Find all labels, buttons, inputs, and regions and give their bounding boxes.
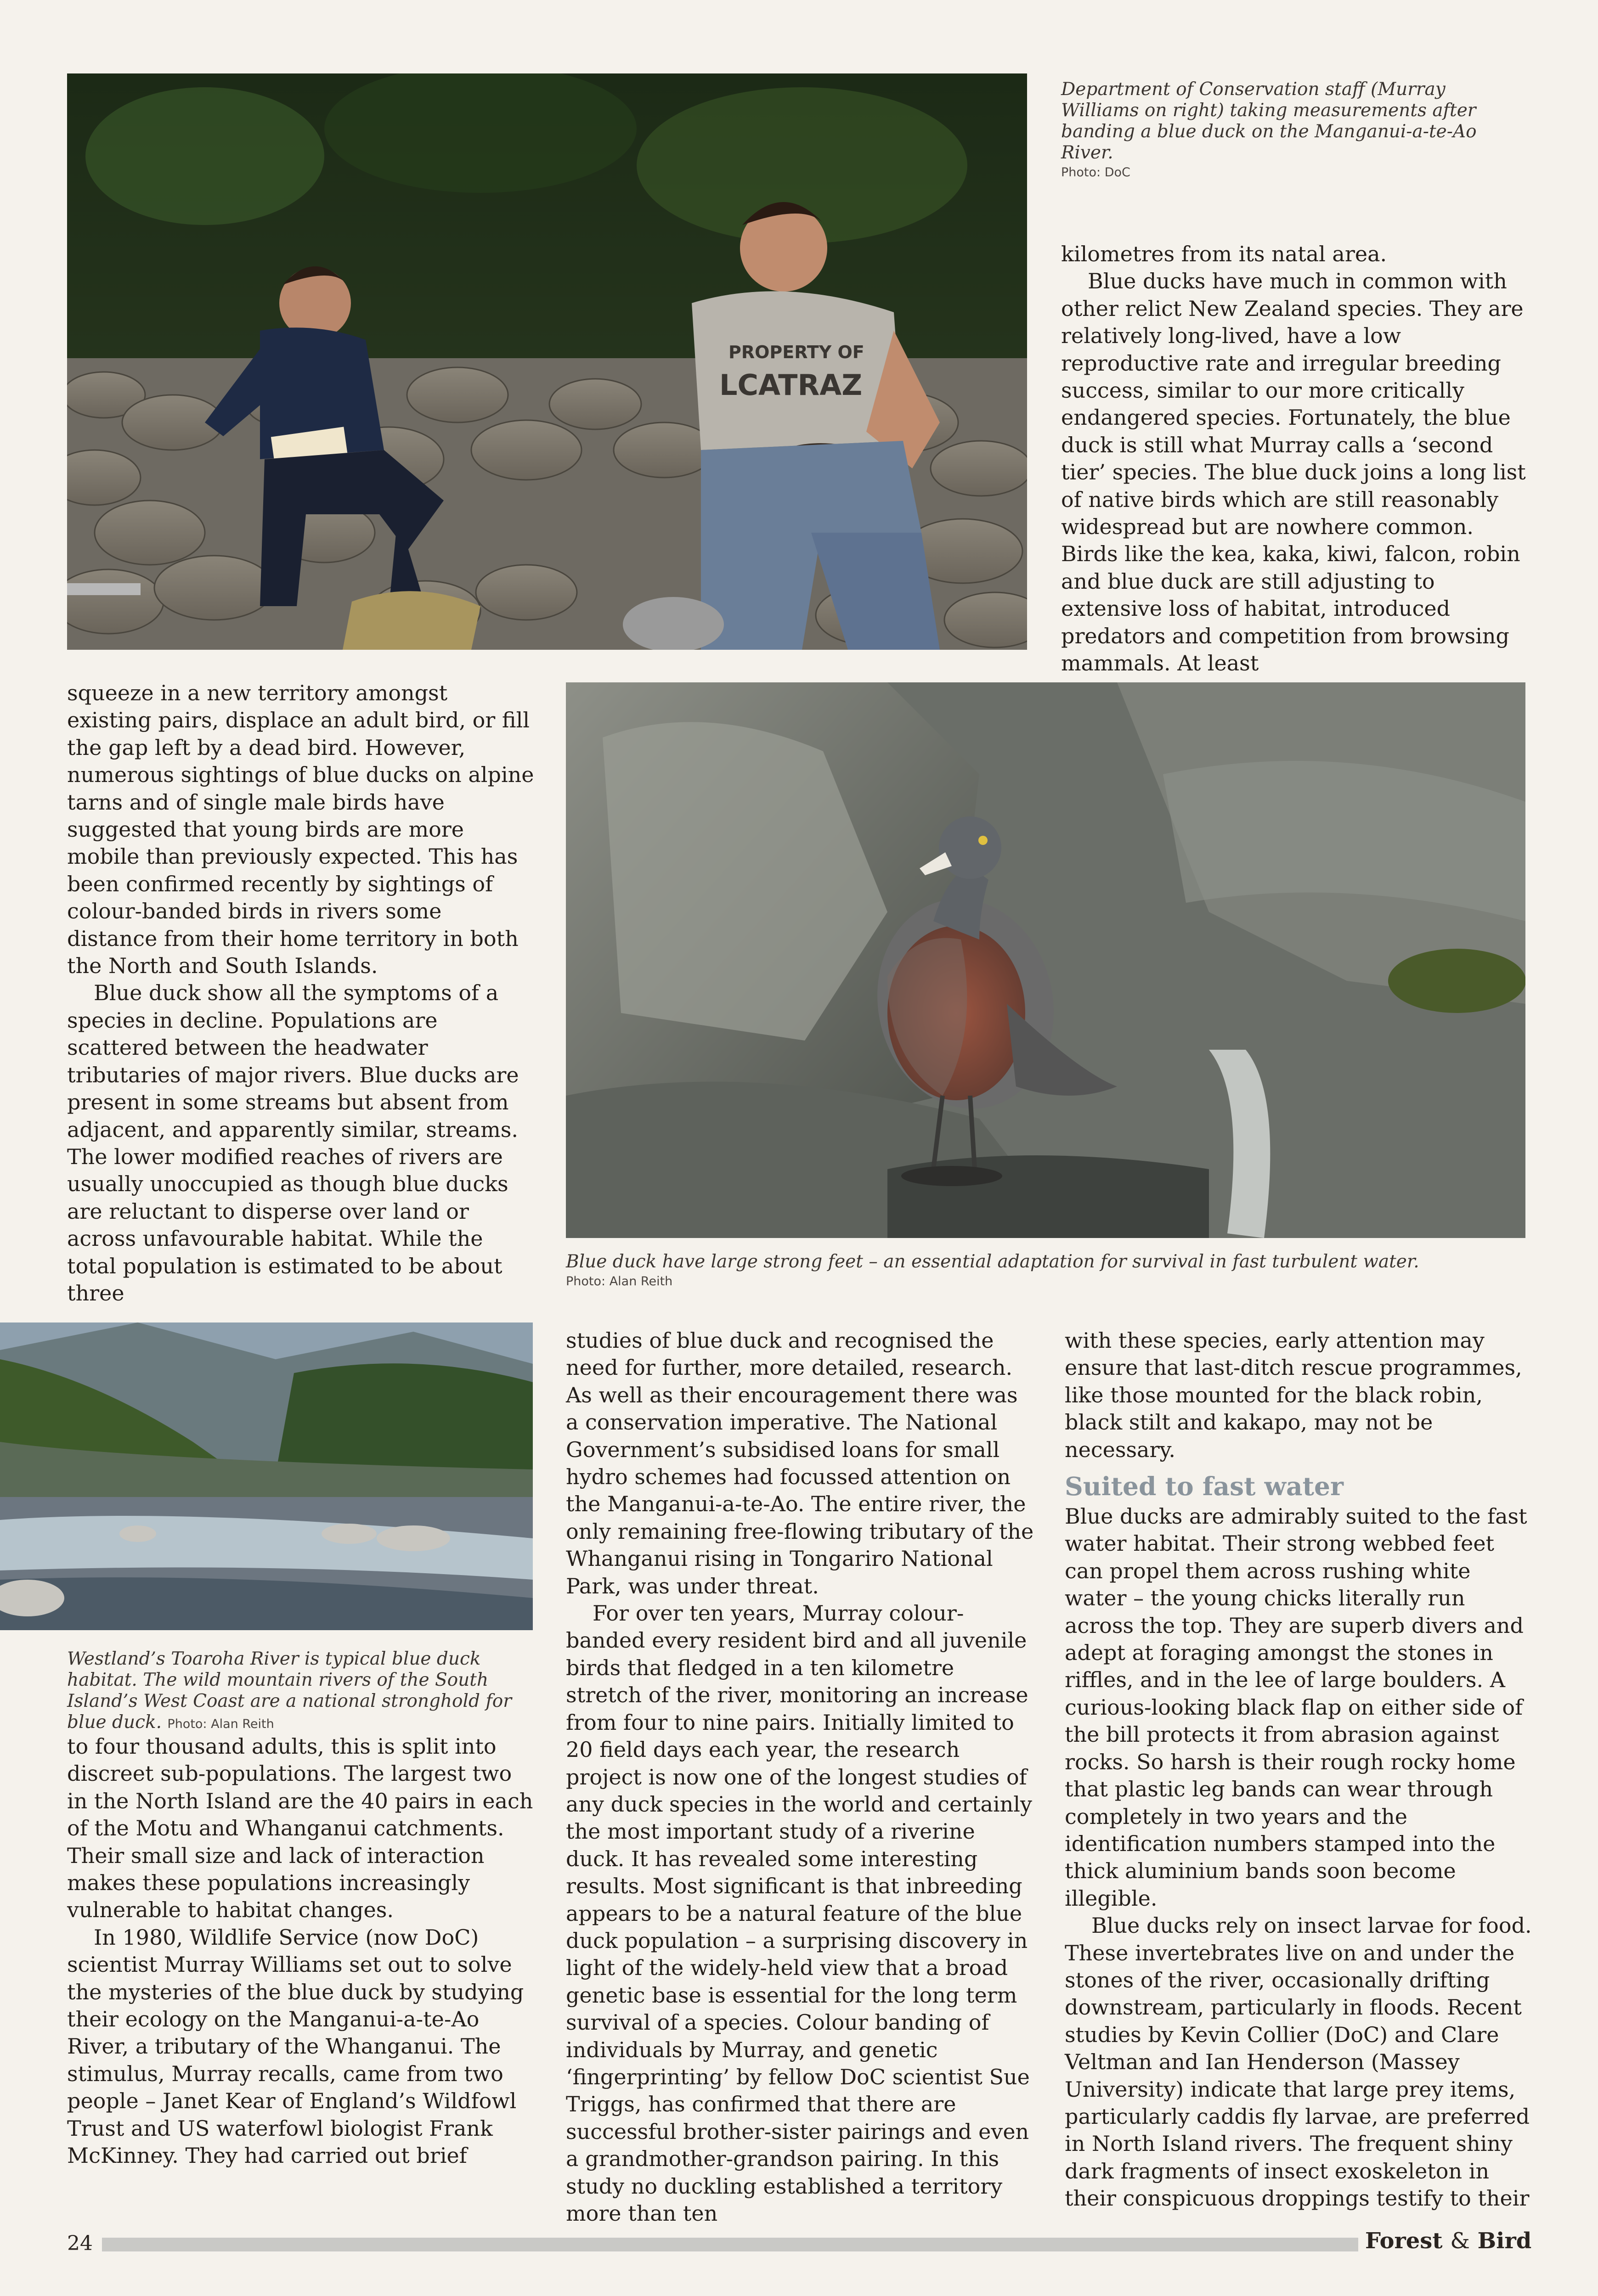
- caption-river-credit: Photo: Alan Reith: [167, 1717, 274, 1731]
- photo-toaroha-river: [0, 1322, 533, 1630]
- brand-part-2: Bird: [1477, 2228, 1532, 2254]
- column-bottom-right: [1065, 1327, 1534, 2212]
- blue-duck-illustration: [566, 682, 1525, 1238]
- caption-river: [67, 1649, 517, 1733]
- paragraph: Blue ducks rely on insect larvae for food. These invertebrates live on and under the stones of the river, occasionally drifting downstream, particularly in floods. Recent studies by Kevin Collier (DoC) and Clare Veltman and Ian Henderson (Massey University) indicate that large prey items, particularly caddis fly larvae, are preferred in North Island rivers. The frequent shiny dark fragments of insect exoskeleton in their conspicuous droppings testify to their: [1065, 1913, 1532, 2211]
- brand-part-1: Forest: [1365, 2228, 1443, 2254]
- paragraph: kilometres from its natal area.: [1061, 242, 1387, 266]
- column-mid-left: [67, 680, 536, 1307]
- section-heading: Suited to fast water: [1065, 1471, 1344, 1502]
- paragraph: studies of blue duck and recognised the need for further, more detailed, research. As well as their encouragement there was a conservation imperative. The National Government’s subsidised loans for small hydro schemes had focussed attention on the Manganui-a-te-Ao. The entire river, the only remaining free-flowing tributary of the Whanganui rising in Tongariro National Park, was under threat.: [566, 1328, 1034, 1598]
- footer-rule: [102, 2238, 1358, 2251]
- paragraph: Blue duck show all the symptoms of a species in decline. Populations are scattered between the headwater tributaries of major rivers. Blue ducks are present in some streams but absent from adjacent, and apparently similar, streams. The lower modified reaches of rivers are usually unoccupied as though blue ducks are reluctant to disperse over land or across unfavourable habitat. While the total population is estimated to be about three: [67, 980, 519, 1306]
- caption-river-text: [67, 1649, 517, 1733]
- caption-duck-text: Blue duck have large strong feet – an essential adaptation for survival in fast turbulent water.: [566, 1251, 1419, 1272]
- column-top-right: [1061, 241, 1530, 677]
- column-bottom-mid: [566, 1327, 1035, 2227]
- shirt-print-1: PROPERTY OF: [728, 342, 864, 362]
- caption-river-body: Westland’s Toaroha River is typical blue duck habitat. The wild mountain rivers of the South Island’s West Coast are a national stronghold for blue duck.: [67, 1649, 512, 1733]
- caption-duck: [566, 1251, 1530, 1291]
- caption-scientists: [1061, 79, 1520, 182]
- river-illustration: [0, 1322, 533, 1630]
- paragraph: Blue ducks are admirably suited to the fast water habitat. Their strong webbed feet can propel them across rushing white water – the young chicks literally run across the top. They are superb divers and adept at foraging amongst the stones in riffles, and in the lee of large boulders. A curious-looking black flap on either side of the bill protects it from abrasion against rocks. So harsh is their rough rocky home that plastic leg bands can wear through completely in two years and the identification numbers stamped into the thick aluminium bands soon become illegible.: [1065, 1504, 1527, 1911]
- paragraph: with these species, early attention may ensure that last-ditch rescue programmes, like those mounted for the black robin, black stilt and kakapo, may not be necessary.: [1065, 1328, 1522, 1462]
- paragraph: squeeze in a new territory amongst existing pairs, displace an adult bird, or fill the gap left by a dead bird. However, numerous sightings of blue ducks on alpine tarns and of single male birds have suggested that young birds are more mobile than previously expected. This has been confirmed recently by sightings of colour-banded birds in rivers some distance from their home territory in both the North and South Islands.: [67, 681, 534, 979]
- caption-duck-credit: Photo: Alan Reith: [566, 1274, 673, 1289]
- paragraph: For over ten years, Murray colour-banded every resident bird and all juvenile birds that fledged in a ten kilometre stretch of the river, monitoring an increase from four to nine pairs. Initially limited to 20 field days each year, the research project is now one of the longest studies of any duck species in the world and certainly the most important study of a riverine duck. It has revealed some interesting results. Most significant is that inbreeding appears to be a natural feature of the blue duck population – a surprising discovery in light of the widely-held view that a broad genetic base is essential for the long term survival of a species. Colour banding of individuals by Murray, and genetic ‘fingerprinting’ by fellow DoC scientist Sue Triggs, has confirmed that there are successful brother-sister pairings and even a grandmother-grandson pairing. In this study no duckling established a territory more than ten: [566, 1601, 1032, 2226]
- magazine-brand: [1365, 2228, 1531, 2254]
- paragraph: to four thousand adults, this is split into discreet sub-populations. The largest two in the North Island are the 40 pairs in each of the Motu and Whanganui catchments. Their small size and lack of interaction makes these populations increasingly vulnerable to habitat changes.: [67, 1734, 533, 1923]
- photo-scientists: [67, 73, 1027, 650]
- caption-scientists-credit: Photo: DoC: [1061, 165, 1130, 180]
- paragraph: In 1980, Wildlife Service (now DoC) scientist Murray Williams set out to solve the mysteries of the blue duck by studying their ecology on the Manganui-a-te-Ao River, a tributary of the Whanganui. The stimulus, Murray recalls, came from two people – Janet Kear of England’s Wildfowl Trust and US waterfowl biologist Frank McKinney. They had carried out brief: [67, 1925, 524, 2168]
- caption-scientists-text: Department of Conservation staff (Murray Williams on right) taking measurements after banding a blue duck on the Manganui-a-te-Ao River.: [1061, 79, 1477, 163]
- column-bottom-left: [67, 1733, 536, 2170]
- brand-ampersand: &: [1450, 2228, 1470, 2254]
- shirt-print-2: LCATRAZ: [719, 368, 863, 402]
- photo-blue-duck: [566, 682, 1525, 1238]
- scientists-illustration: [67, 73, 1027, 650]
- paragraph: Blue ducks have much in common with other relict New Zealand species. They are relatively long-lived, have a low reproductive rate and irregular breeding success, similar to our more critically endangered species. Fortunately, the blue duck is still what Murray calls a ‘second tier’ species. The blue duck joins a long list of native birds which are still reasonably widespread but are nowhere common. Birds like the kea, kaka, kiwi, falcon, robin and blue duck are still adjusting to extensive loss of habitat, introduced predators and competition from browsing mammals. At least: [1061, 269, 1526, 676]
- page-number: 24: [67, 2232, 93, 2255]
